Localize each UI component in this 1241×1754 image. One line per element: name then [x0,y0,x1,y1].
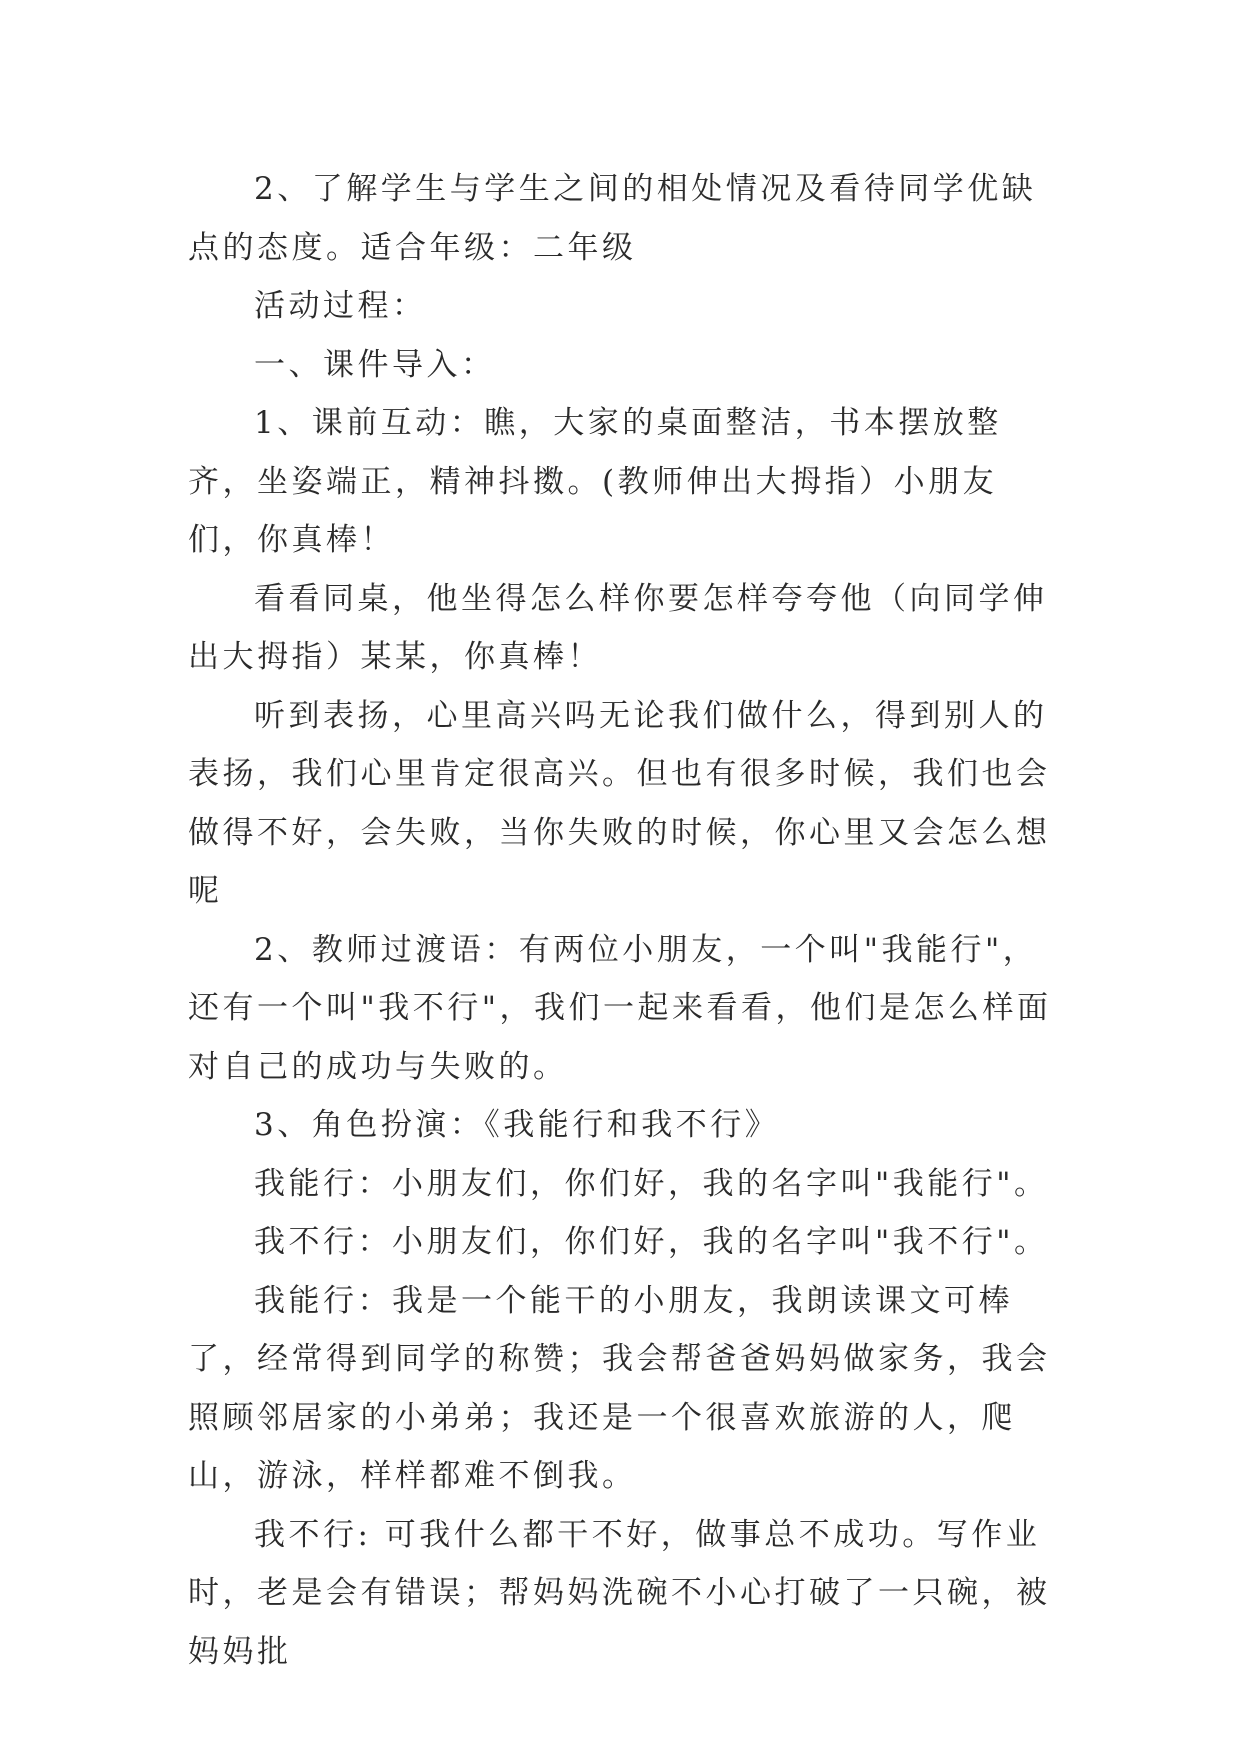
paragraph-pre-class-interaction: 1、课前互动：瞧，大家的桌面整洁，书本摆放整齐，坐姿端正，精神抖擞。(教师伸出大拇指）小朋友们，你真棒！ [188,405,1002,558]
paragraph-role-play-heading: 3、角色扮演：《我能行和我不行》 [254,1107,780,1143]
paragraph-activity-process: 活动过程： [254,288,427,324]
document-body [188,160,1058,1681]
paragraph-dialogue-i-can-story: 我能行：我是一个能干的小朋友，我朗读课文可棒了，经常得到同学的称赞；我会帮爸爸妈妈做家务，我会照顾邻居家的小弟弟；我还是一个很喜欢旅游的人，爬山，游泳，样样都难不倒我。 [188,1282,1051,1494]
paragraph-dialogue-i-can-intro: 我能行：小朋友们，你们好，我的名字叫"我能行"。 [254,1165,1049,1202]
paragraph-goal-2: 2、了解学生与学生之间的相处情况及看待同学优缺点的态度。适合年级：二年级 [188,171,1037,266]
paragraph-praise-deskmate: 看看同桌，他坐得怎么样你要怎样夸夸他（向同学伸出大拇指）某某，你真棒！ [188,580,1048,675]
paragraph-section-1-heading: 一、课件导入： [254,346,496,383]
paragraph-dialogue-i-cannot-intro: 我不行：小朋友们，你们好，我的名字叫"我不行"。 [254,1224,1049,1260]
paragraph-teacher-transition: 2、教师过渡语：有两位小朋友，一个叫"我能行"，还有一个叫"我不行"，我们一起来看看，他们是怎么样面对自己的成功与失败的。 [188,931,1052,1085]
paragraph-hearing-praise: 听到表扬，心里高兴吗无论我们做什么，得到别人的表扬，我们心里肯定很高兴。但也有很多时候，我们也会做得不好，会失败，当你失败的时候，你心里又会怎么想呢 [188,697,1051,909]
paragraph-dialogue-i-cannot-story: 我不行: 可我什么都干不好，做事总不成功。写作业时，老是会有错误；帮妈妈洗碗不小心打破了一只碗，被妈妈批 [188,1516,1051,1670]
